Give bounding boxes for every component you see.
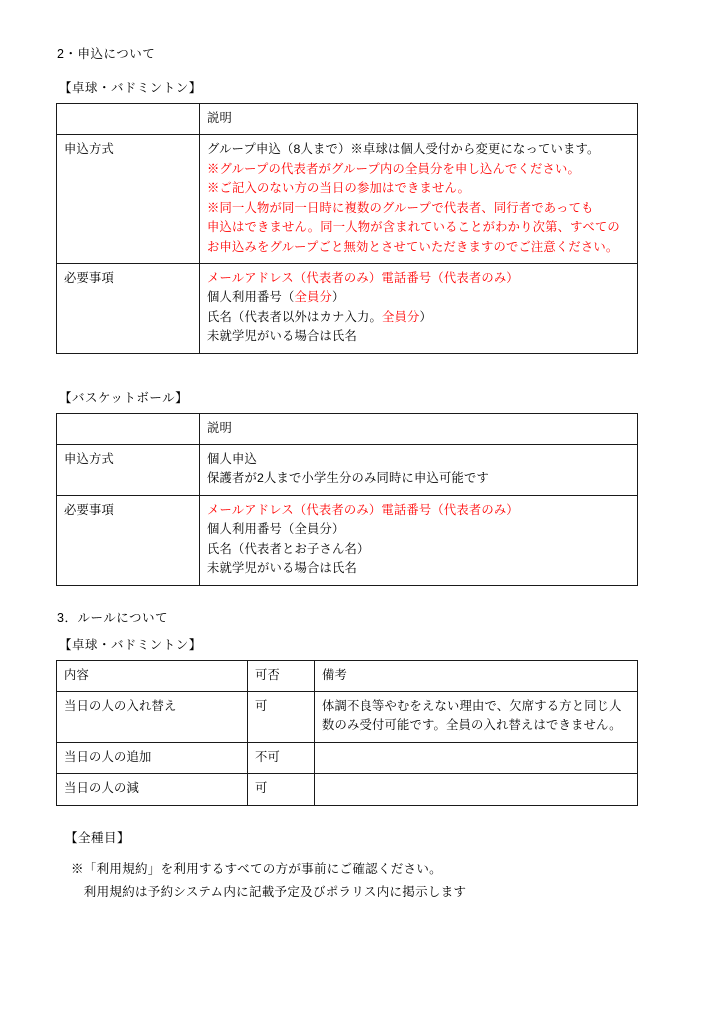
row-value-required-items bbox=[200, 495, 638, 585]
section-heading-2: 2・申込について bbox=[57, 47, 156, 61]
subheading-rules-table-tennis-badminton: 【卓球・バドミントン】 bbox=[59, 637, 202, 652]
cell-line: ※同一人物が同一日時に複数のグループで代表者、同行者であっても bbox=[207, 200, 594, 215]
table-header-description: 説明 bbox=[200, 104, 638, 135]
rules-allowed-reduce: 可 bbox=[248, 774, 315, 805]
row-label-required-items: 必要事項 bbox=[57, 263, 200, 353]
cell-line: メールアドレス（代表者のみ）電話番号（代表者のみ） bbox=[207, 270, 519, 285]
rules-remarks-add bbox=[315, 742, 638, 773]
cell-line: 体調不良等やむをえない理由で、欠席する方と同じ人 bbox=[322, 699, 622, 714]
table-row bbox=[57, 104, 638, 135]
rules-content-swap: 当日の人の入れ替え bbox=[57, 692, 248, 743]
cell-line: ※グループの代表者がグループ内の全員分を申し込んでください。 bbox=[207, 161, 580, 176]
spacer bbox=[55, 586, 654, 608]
table-header-blank bbox=[57, 104, 200, 135]
cell-line: 未就学児がいる場合は氏名 bbox=[207, 329, 357, 344]
cell-line: 個人申込 bbox=[207, 452, 257, 467]
note-line: ※「利用規約」を利用するすべての方が事前にご確認ください。 bbox=[71, 861, 442, 876]
table-row bbox=[57, 445, 638, 496]
table-header-remarks: 備考 bbox=[315, 660, 638, 691]
table-row bbox=[57, 774, 638, 805]
rules-content-add: 当日の人の追加 bbox=[57, 742, 248, 773]
cell-line: ※ご記入のない方の当日の参加はできません。 bbox=[207, 181, 471, 196]
subheading-all-events: 【全種目】 bbox=[65, 830, 131, 845]
subheading-table-tennis-badminton-application: 【卓球・バドミントン】 bbox=[59, 81, 202, 95]
cell-line: 氏名（代表者とお子さん名） bbox=[207, 541, 370, 556]
table-row bbox=[57, 692, 638, 743]
cell-line: 申込はできません。同一人物が含まれていることがわかり次第、すべての bbox=[207, 220, 620, 235]
cell-line: 個人利用番号（全員分） bbox=[207, 290, 345, 305]
rules-remarks-swap bbox=[315, 692, 638, 743]
cell-line: メールアドレス（代表者のみ）電話番号（代表者のみ） bbox=[207, 502, 519, 517]
row-label-application-method: 申込方式 bbox=[57, 445, 200, 496]
table-row bbox=[57, 263, 638, 353]
cell-line: グループ申込（8人まで）※卓球は個人受付から変更になっています。 bbox=[207, 142, 600, 157]
table-row bbox=[57, 660, 638, 691]
row-label-application-method: 申込方式 bbox=[57, 135, 200, 264]
rules-content-reduce: 当日の人の減 bbox=[57, 774, 248, 805]
table-header-description: 説明 bbox=[200, 413, 638, 444]
table-row bbox=[57, 413, 638, 444]
row-value-required-items bbox=[200, 263, 638, 353]
spacer bbox=[55, 806, 654, 828]
table-header-content: 内容 bbox=[57, 660, 248, 691]
table-row bbox=[57, 135, 638, 264]
application-table-table-tennis-badminton bbox=[56, 103, 638, 354]
row-value-application-method bbox=[200, 135, 638, 264]
spacer bbox=[55, 354, 654, 388]
cell-line: 未就学児がいる場合は氏名 bbox=[207, 561, 357, 576]
all-events-notes bbox=[55, 858, 654, 904]
application-table-basketball bbox=[56, 413, 638, 586]
row-label-required-items: 必要事項 bbox=[57, 495, 200, 585]
rules-table-table-tennis-badminton bbox=[56, 660, 638, 806]
table-row bbox=[57, 495, 638, 585]
rules-remarks-reduce bbox=[315, 774, 638, 805]
cell-line: 数のみ受付可能です。全員の入れ替えはできません。 bbox=[322, 718, 622, 733]
row-value-application-method bbox=[200, 445, 638, 496]
cell-line: 氏名（代表者以外はカナ入力。全員分） bbox=[207, 309, 432, 324]
subheading-basketball-application: 【バスケットボール】 bbox=[59, 390, 189, 405]
section-heading-3: 3．ルールについて bbox=[57, 610, 168, 625]
table-header-allowed: 可否 bbox=[248, 660, 315, 691]
cell-line: 個人利用番号（全員分） bbox=[207, 522, 345, 537]
cell-line: 保護者が2人まで小学生分のみ同時に申込可能です bbox=[207, 471, 489, 486]
table-header-blank bbox=[57, 413, 200, 444]
rules-allowed-swap: 可 bbox=[248, 692, 315, 743]
note-line: 利用規約は予約システム内に記載予定及びポラリス内に掲示します bbox=[71, 884, 467, 899]
rules-allowed-add: 不可 bbox=[248, 742, 315, 773]
table-row bbox=[57, 742, 638, 773]
cell-line: お申込みをグループごと無効とさせていただきますのでご注意ください。 bbox=[207, 239, 619, 254]
